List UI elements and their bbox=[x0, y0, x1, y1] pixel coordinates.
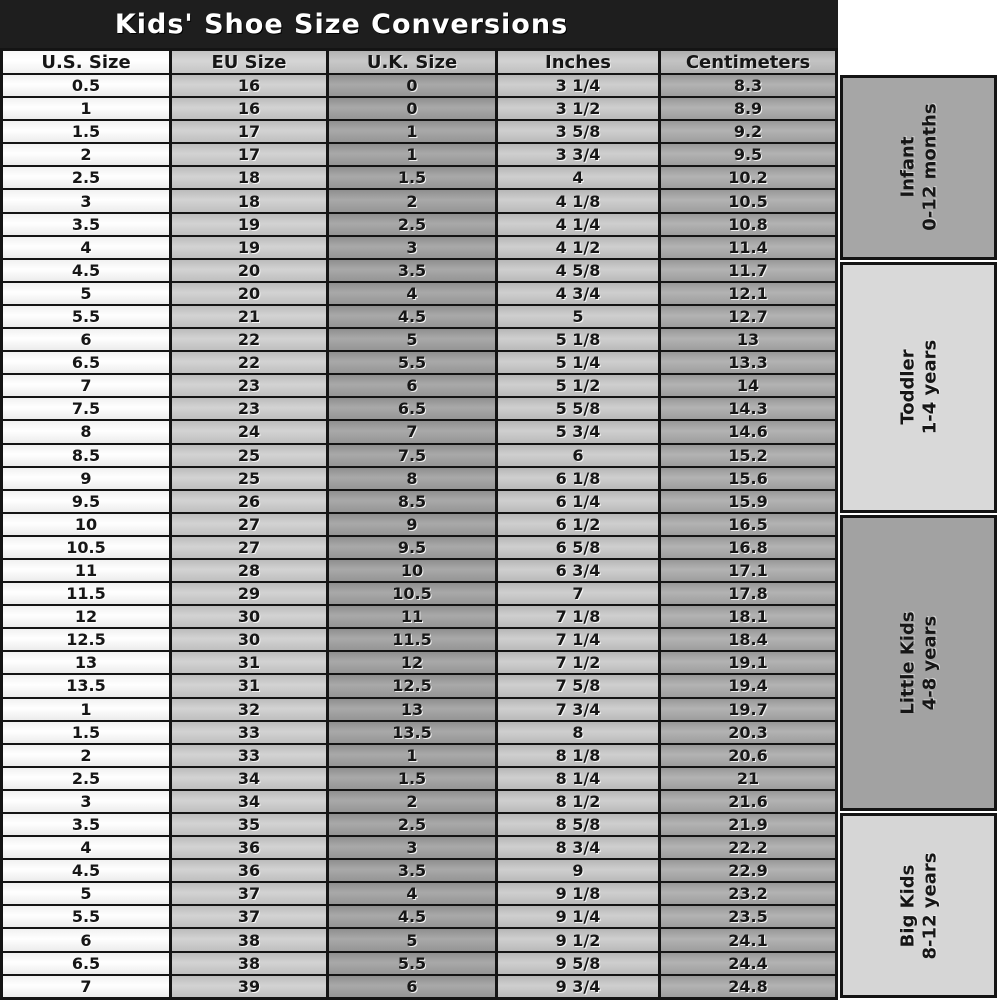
eu-size-cell: 18 bbox=[172, 190, 329, 211]
inches-cell: 9 bbox=[498, 860, 661, 881]
inches-cell: 8 bbox=[498, 722, 661, 743]
table-body bbox=[3, 75, 835, 997]
eu-size-cell: 21 bbox=[172, 306, 329, 327]
inches-cell: 8 5/8 bbox=[498, 814, 661, 835]
us-size-cell: 2.5 bbox=[3, 167, 172, 188]
table-row bbox=[3, 837, 835, 860]
eu-size-cell: 24 bbox=[172, 421, 329, 442]
centimeters-cell: 21.9 bbox=[661, 814, 835, 835]
us-size-cell: 11.5 bbox=[3, 583, 172, 604]
eu-size-cell: 25 bbox=[172, 445, 329, 466]
inches-cell: 4 5/8 bbox=[498, 260, 661, 281]
column-header-eu-size: EU Size bbox=[172, 51, 329, 73]
centimeters-cell: 17.8 bbox=[661, 583, 835, 604]
eu-size-cell: 36 bbox=[172, 860, 329, 881]
uk-size-cell: 13.5 bbox=[329, 722, 498, 743]
eu-size-cell: 27 bbox=[172, 537, 329, 558]
us-size-cell: 11 bbox=[3, 560, 172, 581]
table-row bbox=[3, 791, 835, 814]
uk-size-cell: 7 bbox=[329, 421, 498, 442]
table-row bbox=[3, 398, 835, 421]
us-size-cell: 4.5 bbox=[3, 860, 172, 881]
uk-size-cell: 6 bbox=[329, 976, 498, 997]
us-size-cell: 9.5 bbox=[3, 491, 172, 512]
us-size-cell: 1.5 bbox=[3, 121, 172, 142]
centimeters-cell: 16.5 bbox=[661, 514, 835, 535]
centimeters-cell: 16.8 bbox=[661, 537, 835, 558]
inches-cell: 9 3/4 bbox=[498, 976, 661, 997]
age-band-range: 1-4 years bbox=[918, 340, 940, 435]
inches-cell: 3 1/2 bbox=[498, 98, 661, 119]
us-size-cell: 4 bbox=[3, 237, 172, 258]
centimeters-cell: 12.1 bbox=[661, 283, 835, 304]
uk-size-cell: 12 bbox=[329, 652, 498, 673]
table-row bbox=[3, 699, 835, 722]
table-row bbox=[3, 98, 835, 121]
inches-cell: 4 3/4 bbox=[498, 283, 661, 304]
centimeters-cell: 11.4 bbox=[661, 237, 835, 258]
inches-cell: 5 1/8 bbox=[498, 329, 661, 350]
inches-cell: 4 1/4 bbox=[498, 214, 661, 235]
centimeters-cell: 24.8 bbox=[661, 976, 835, 997]
uk-size-cell: 4.5 bbox=[329, 306, 498, 327]
centimeters-cell: 13 bbox=[661, 329, 835, 350]
centimeters-cell: 12.7 bbox=[661, 306, 835, 327]
us-size-cell: 7 bbox=[3, 976, 172, 997]
eu-size-cell: 16 bbox=[172, 75, 329, 96]
uk-size-cell: 3 bbox=[329, 237, 498, 258]
inches-cell: 3 5/8 bbox=[498, 121, 661, 142]
eu-size-cell: 31 bbox=[172, 675, 329, 696]
us-size-cell: 1 bbox=[3, 98, 172, 119]
centimeters-cell: 22.9 bbox=[661, 860, 835, 881]
table-row bbox=[3, 560, 835, 583]
table-row bbox=[3, 468, 835, 491]
inches-cell: 6 1/4 bbox=[498, 491, 661, 512]
page-title: Kids' Shoe Size Conversions bbox=[114, 8, 569, 40]
us-size-cell: 8.5 bbox=[3, 445, 172, 466]
inches-cell: 8 1/8 bbox=[498, 745, 661, 766]
us-size-cell: 4.5 bbox=[3, 260, 172, 281]
table-row bbox=[3, 929, 835, 952]
inches-cell: 7 1/4 bbox=[498, 629, 661, 650]
inches-cell: 9 1/8 bbox=[498, 883, 661, 904]
centimeters-cell: 18.4 bbox=[661, 629, 835, 650]
us-size-cell: 2 bbox=[3, 144, 172, 165]
table-row bbox=[3, 768, 835, 791]
column-header-us-size: U.S. Size bbox=[3, 51, 172, 73]
uk-size-cell: 6 bbox=[329, 375, 498, 396]
table-row bbox=[3, 306, 835, 329]
centimeters-cell: 17.1 bbox=[661, 560, 835, 581]
inches-cell: 6 bbox=[498, 445, 661, 466]
centimeters-cell: 9.5 bbox=[661, 144, 835, 165]
size-conversion-table bbox=[0, 48, 838, 1000]
eu-size-cell: 19 bbox=[172, 214, 329, 235]
table-row bbox=[3, 214, 835, 237]
table-row bbox=[3, 445, 835, 468]
us-size-cell: 5.5 bbox=[3, 906, 172, 927]
eu-size-cell: 38 bbox=[172, 929, 329, 950]
table-row bbox=[3, 514, 835, 537]
age-band-infant bbox=[840, 75, 997, 260]
centimeters-cell: 14.6 bbox=[661, 421, 835, 442]
table-header-row bbox=[3, 51, 835, 75]
centimeters-cell: 24.4 bbox=[661, 953, 835, 974]
us-size-cell: 13 bbox=[3, 652, 172, 673]
uk-size-cell: 1 bbox=[329, 144, 498, 165]
inches-cell: 9 1/4 bbox=[498, 906, 661, 927]
us-size-cell: 2 bbox=[3, 745, 172, 766]
column-header-inches: Inches bbox=[498, 51, 661, 73]
uk-size-cell: 4 bbox=[329, 883, 498, 904]
table-row bbox=[3, 167, 835, 190]
eu-size-cell: 16 bbox=[172, 98, 329, 119]
inches-cell: 8 1/4 bbox=[498, 768, 661, 789]
uk-size-cell: 2.5 bbox=[329, 814, 498, 835]
inches-cell: 9 5/8 bbox=[498, 953, 661, 974]
table-row bbox=[3, 75, 835, 98]
table-row bbox=[3, 260, 835, 283]
us-size-cell: 6 bbox=[3, 929, 172, 950]
table-row bbox=[3, 745, 835, 768]
table-row bbox=[3, 352, 835, 375]
uk-size-cell: 3.5 bbox=[329, 260, 498, 281]
table-row bbox=[3, 144, 835, 167]
centimeters-cell: 19.7 bbox=[661, 699, 835, 720]
us-size-cell: 3.5 bbox=[3, 814, 172, 835]
inches-cell: 5 1/4 bbox=[498, 352, 661, 373]
table-row bbox=[3, 976, 835, 997]
centimeters-cell: 15.9 bbox=[661, 491, 835, 512]
age-group-bands bbox=[840, 75, 997, 998]
uk-size-cell: 12.5 bbox=[329, 675, 498, 696]
age-band-label bbox=[897, 340, 940, 434]
inches-cell: 3 3/4 bbox=[498, 144, 661, 165]
centimeters-cell: 19.1 bbox=[661, 652, 835, 673]
uk-size-cell: 7.5 bbox=[329, 445, 498, 466]
centimeters-cell: 14 bbox=[661, 375, 835, 396]
inches-cell: 6 1/8 bbox=[498, 468, 661, 489]
uk-size-cell: 9 bbox=[329, 514, 498, 535]
eu-size-cell: 17 bbox=[172, 121, 329, 142]
table-row bbox=[3, 283, 835, 306]
us-size-cell: 1 bbox=[3, 699, 172, 720]
age-band-range: 4-8 years bbox=[918, 616, 940, 711]
table-row bbox=[3, 237, 835, 260]
us-size-cell: 1.5 bbox=[3, 722, 172, 743]
uk-size-cell: 1 bbox=[329, 745, 498, 766]
eu-size-cell: 37 bbox=[172, 883, 329, 904]
us-size-cell: 5 bbox=[3, 883, 172, 904]
age-band-little-kids bbox=[840, 515, 997, 811]
us-size-cell: 7 bbox=[3, 375, 172, 396]
centimeters-cell: 18.1 bbox=[661, 606, 835, 627]
uk-size-cell: 8 bbox=[329, 468, 498, 489]
us-size-cell: 5 bbox=[3, 283, 172, 304]
eu-size-cell: 22 bbox=[172, 352, 329, 373]
uk-size-cell: 0 bbox=[329, 98, 498, 119]
eu-size-cell: 30 bbox=[172, 629, 329, 650]
centimeters-cell: 21.6 bbox=[661, 791, 835, 812]
eu-size-cell: 18 bbox=[172, 167, 329, 188]
us-size-cell: 9 bbox=[3, 468, 172, 489]
inches-cell: 4 1/8 bbox=[498, 190, 661, 211]
us-size-cell: 5.5 bbox=[3, 306, 172, 327]
us-size-cell: 4 bbox=[3, 837, 172, 858]
us-size-cell: 6.5 bbox=[3, 953, 172, 974]
table-row bbox=[3, 491, 835, 514]
inches-cell: 8 3/4 bbox=[498, 837, 661, 858]
uk-size-cell: 4 bbox=[329, 283, 498, 304]
table-row bbox=[3, 375, 835, 398]
eu-size-cell: 33 bbox=[172, 745, 329, 766]
eu-size-cell: 29 bbox=[172, 583, 329, 604]
table-row bbox=[3, 722, 835, 745]
eu-size-cell: 38 bbox=[172, 953, 329, 974]
uk-size-cell: 0 bbox=[329, 75, 498, 96]
eu-size-cell: 23 bbox=[172, 375, 329, 396]
table-row bbox=[3, 537, 835, 560]
centimeters-cell: 8.3 bbox=[661, 75, 835, 96]
table-row bbox=[3, 329, 835, 352]
centimeters-cell: 10.5 bbox=[661, 190, 835, 211]
inches-cell: 7 1/2 bbox=[498, 652, 661, 673]
age-band-label bbox=[897, 852, 940, 959]
eu-size-cell: 19 bbox=[172, 237, 329, 258]
table-row bbox=[3, 629, 835, 652]
uk-size-cell: 13 bbox=[329, 699, 498, 720]
eu-size-cell: 20 bbox=[172, 260, 329, 281]
eu-size-cell: 37 bbox=[172, 906, 329, 927]
inches-cell: 8 1/2 bbox=[498, 791, 661, 812]
age-band-name: Big Kids bbox=[896, 864, 918, 948]
age-band-name: Little Kids bbox=[896, 611, 918, 715]
uk-size-cell: 1.5 bbox=[329, 768, 498, 789]
centimeters-cell: 19.4 bbox=[661, 675, 835, 696]
inches-cell: 3 1/4 bbox=[498, 75, 661, 96]
inches-cell: 6 1/2 bbox=[498, 514, 661, 535]
eu-size-cell: 36 bbox=[172, 837, 329, 858]
eu-size-cell: 22 bbox=[172, 329, 329, 350]
centimeters-cell: 10.8 bbox=[661, 214, 835, 235]
centimeters-cell: 22.2 bbox=[661, 837, 835, 858]
uk-size-cell: 1.5 bbox=[329, 167, 498, 188]
centimeters-cell: 24.1 bbox=[661, 929, 835, 950]
centimeters-cell: 11.7 bbox=[661, 260, 835, 281]
uk-size-cell: 9.5 bbox=[329, 537, 498, 558]
eu-size-cell: 39 bbox=[172, 976, 329, 997]
us-size-cell: 3.5 bbox=[3, 214, 172, 235]
uk-size-cell: 2 bbox=[329, 190, 498, 211]
age-band-range: 0-12 months bbox=[918, 103, 940, 231]
eu-size-cell: 20 bbox=[172, 283, 329, 304]
us-size-cell: 3 bbox=[3, 791, 172, 812]
centimeters-cell: 10.2 bbox=[661, 167, 835, 188]
centimeters-cell: 21 bbox=[661, 768, 835, 789]
table-row bbox=[3, 814, 835, 837]
centimeters-cell: 9.2 bbox=[661, 121, 835, 142]
table-row bbox=[3, 883, 835, 906]
centimeters-cell: 23.5 bbox=[661, 906, 835, 927]
us-size-cell: 10 bbox=[3, 514, 172, 535]
uk-size-cell: 2.5 bbox=[329, 214, 498, 235]
uk-size-cell: 10.5 bbox=[329, 583, 498, 604]
inches-cell: 4 bbox=[498, 167, 661, 188]
centimeters-cell: 13.3 bbox=[661, 352, 835, 373]
age-band-label bbox=[897, 104, 940, 231]
uk-size-cell: 6.5 bbox=[329, 398, 498, 419]
us-size-cell: 7.5 bbox=[3, 398, 172, 419]
eu-size-cell: 32 bbox=[172, 699, 329, 720]
uk-size-cell: 11.5 bbox=[329, 629, 498, 650]
inches-cell: 6 3/4 bbox=[498, 560, 661, 581]
inches-cell: 5 5/8 bbox=[498, 398, 661, 419]
us-size-cell: 8 bbox=[3, 421, 172, 442]
age-band-label bbox=[897, 612, 940, 715]
table-row bbox=[3, 583, 835, 606]
uk-size-cell: 5.5 bbox=[329, 953, 498, 974]
uk-size-cell: 5 bbox=[329, 329, 498, 350]
inches-cell: 5 3/4 bbox=[498, 421, 661, 442]
inches-cell: 5 1/2 bbox=[498, 375, 661, 396]
centimeters-cell: 20.3 bbox=[661, 722, 835, 743]
us-size-cell: 12 bbox=[3, 606, 172, 627]
age-band-name: Infant bbox=[896, 136, 918, 198]
column-header-uk-size: U.K. Size bbox=[329, 51, 498, 73]
uk-size-cell: 3.5 bbox=[329, 860, 498, 881]
us-size-cell: 6.5 bbox=[3, 352, 172, 373]
us-size-cell: 6 bbox=[3, 329, 172, 350]
uk-size-cell: 5.5 bbox=[329, 352, 498, 373]
eu-size-cell: 34 bbox=[172, 768, 329, 789]
age-band-name: Toddler bbox=[896, 349, 918, 426]
uk-size-cell: 8.5 bbox=[329, 491, 498, 512]
column-header-centimeters: Centimeters bbox=[661, 51, 835, 73]
eu-size-cell: 35 bbox=[172, 814, 329, 835]
eu-size-cell: 30 bbox=[172, 606, 329, 627]
eu-size-cell: 25 bbox=[172, 468, 329, 489]
table-row bbox=[3, 121, 835, 144]
eu-size-cell: 33 bbox=[172, 722, 329, 743]
us-size-cell: 0.5 bbox=[3, 75, 172, 96]
table-row bbox=[3, 190, 835, 213]
uk-size-cell: 2 bbox=[329, 791, 498, 812]
age-band-big-kids bbox=[840, 813, 997, 998]
inches-cell: 9 1/2 bbox=[498, 929, 661, 950]
inches-cell: 4 1/2 bbox=[498, 237, 661, 258]
centimeters-cell: 23.2 bbox=[661, 883, 835, 904]
eu-size-cell: 23 bbox=[172, 398, 329, 419]
inches-cell: 7 3/4 bbox=[498, 699, 661, 720]
uk-size-cell: 11 bbox=[329, 606, 498, 627]
table-row bbox=[3, 606, 835, 629]
eu-size-cell: 27 bbox=[172, 514, 329, 535]
eu-size-cell: 34 bbox=[172, 791, 329, 812]
centimeters-cell: 20.6 bbox=[661, 745, 835, 766]
uk-size-cell: 5 bbox=[329, 929, 498, 950]
title-bar bbox=[0, 0, 838, 48]
eu-size-cell: 17 bbox=[172, 144, 329, 165]
us-size-cell: 10.5 bbox=[3, 537, 172, 558]
inches-cell: 5 bbox=[498, 306, 661, 327]
us-size-cell: 12.5 bbox=[3, 629, 172, 650]
table-row bbox=[3, 421, 835, 444]
centimeters-cell: 15.2 bbox=[661, 445, 835, 466]
us-size-cell: 3 bbox=[3, 190, 172, 211]
uk-size-cell: 1 bbox=[329, 121, 498, 142]
inches-cell: 7 1/8 bbox=[498, 606, 661, 627]
centimeters-cell: 15.6 bbox=[661, 468, 835, 489]
table-row bbox=[3, 860, 835, 883]
table-row bbox=[3, 675, 835, 698]
inches-cell: 6 5/8 bbox=[498, 537, 661, 558]
eu-size-cell: 26 bbox=[172, 491, 329, 512]
eu-size-cell: 31 bbox=[172, 652, 329, 673]
table-row bbox=[3, 652, 835, 675]
uk-size-cell: 3 bbox=[329, 837, 498, 858]
us-size-cell: 2.5 bbox=[3, 768, 172, 789]
centimeters-cell: 8.9 bbox=[661, 98, 835, 119]
inches-cell: 7 bbox=[498, 583, 661, 604]
age-band-range: 8-12 years bbox=[918, 852, 940, 960]
eu-size-cell: 28 bbox=[172, 560, 329, 581]
inches-cell: 7 5/8 bbox=[498, 675, 661, 696]
table-row bbox=[3, 953, 835, 976]
us-size-cell: 13.5 bbox=[3, 675, 172, 696]
table-row bbox=[3, 906, 835, 929]
uk-size-cell: 4.5 bbox=[329, 906, 498, 927]
age-band-toddler bbox=[840, 262, 997, 514]
centimeters-cell: 14.3 bbox=[661, 398, 835, 419]
uk-size-cell: 10 bbox=[329, 560, 498, 581]
